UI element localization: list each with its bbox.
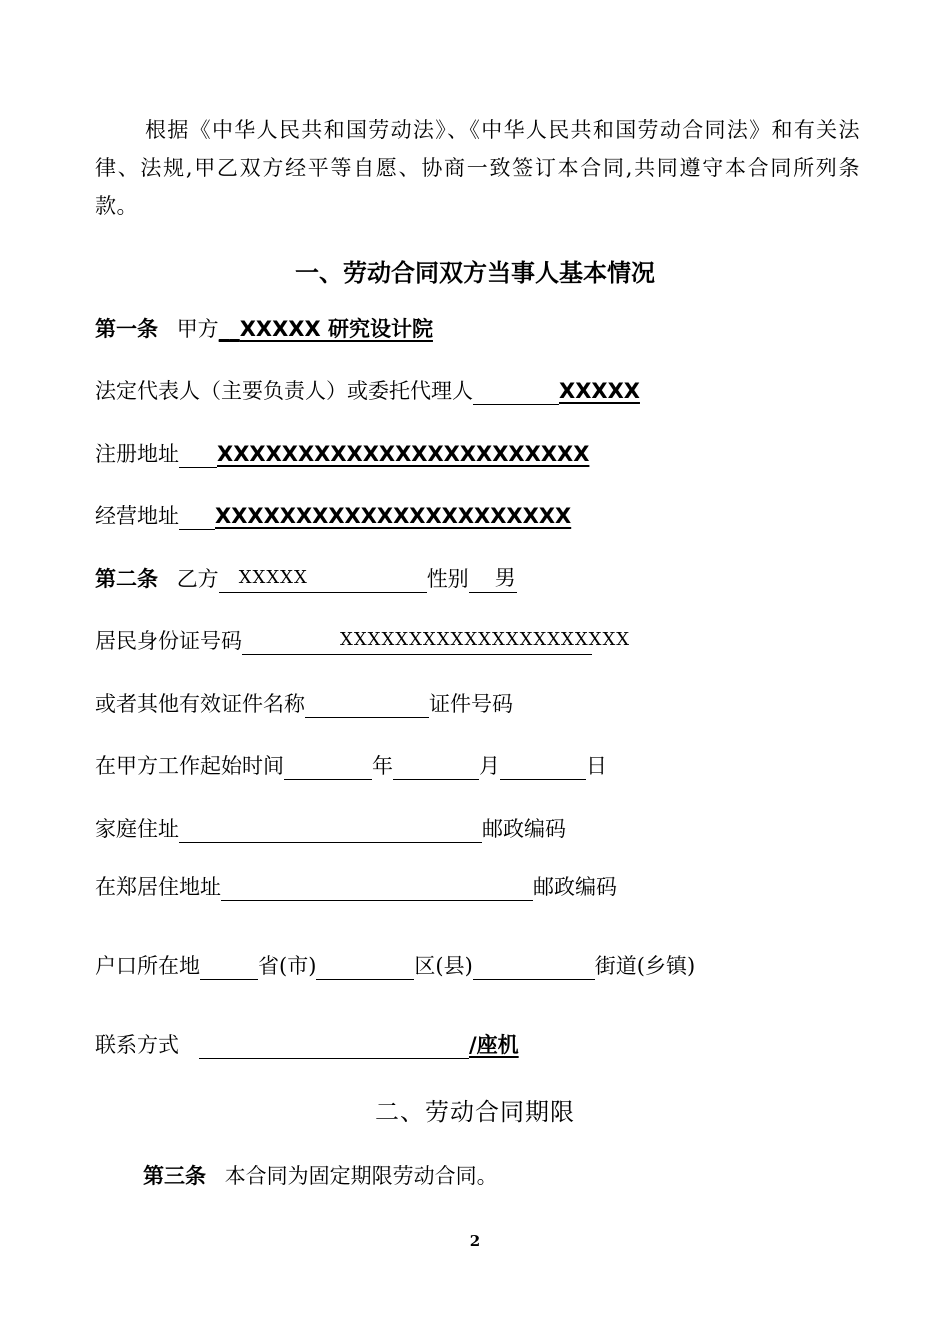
employee-name: XXXXX	[238, 567, 308, 588]
start-year: 年	[372, 754, 393, 778]
local-label: 在郑居住地址	[95, 875, 221, 899]
employee-name-blank	[219, 567, 427, 593]
rep-label: 法定代表人（主要负责人）或委托代理人	[95, 379, 473, 403]
gender-value: 男	[494, 566, 516, 590]
article3-text: 本合同为固定期限劳动合同。	[224, 1164, 498, 1188]
reg-addr-value: XXXXXXXXXXXXXXXXXXXXXXX	[217, 442, 590, 466]
article1-label: 第一条	[95, 317, 158, 341]
home-label: 家庭住址	[95, 817, 179, 841]
local-line	[95, 873, 617, 901]
hukou-province: 省(市)	[258, 954, 317, 978]
contact-line	[95, 1031, 519, 1059]
article2-label: 第二条	[95, 567, 158, 591]
employer-name: XXXXX 研究设计院	[239, 317, 433, 341]
biz-addr-label: 经营地址	[95, 504, 179, 528]
rep-value: XXXXX	[559, 379, 640, 403]
section2-title: 二、劳动合同期限	[375, 1098, 575, 1126]
start-day: 日	[586, 754, 607, 778]
hukou-district: 区(县)	[414, 954, 473, 978]
section1-title: 一、劳动合同双方当事人基本情况	[295, 259, 655, 287]
reg-addr-line	[95, 440, 589, 468]
other-id-line	[95, 690, 513, 718]
home-blank	[179, 820, 482, 843]
start-day-blank	[500, 757, 586, 780]
contact-suffix: /座机	[469, 1033, 519, 1057]
id-label: 居民身份证号码	[95, 629, 242, 653]
article1-line	[95, 315, 433, 343]
other-id-label: 或者其他有效证件名称	[95, 692, 305, 716]
reg-addr-blank	[179, 445, 217, 468]
gender-label: 性别	[426, 567, 469, 591]
id-line	[95, 627, 631, 655]
start-month-blank	[393, 757, 479, 780]
local-blank	[221, 878, 533, 901]
start-year-blank	[284, 757, 372, 780]
other-id-blank	[305, 695, 429, 718]
article3-line	[143, 1162, 498, 1190]
hukou-street: 街道(乡镇)	[594, 954, 696, 978]
hukou-street-blank	[473, 957, 595, 980]
id-blank	[242, 629, 631, 655]
start-label: 在甲方工作起始时间	[95, 754, 284, 778]
rep-blank	[473, 382, 559, 405]
start-date-line	[95, 752, 607, 780]
local-postal: 邮政编码	[533, 875, 617, 899]
other-id-no-label: 证件号码	[429, 692, 513, 716]
hukou-district-blank	[316, 957, 414, 980]
biz-addr-line	[95, 502, 571, 530]
biz-addr-value: XXXXXXXXXXXXXXXXXXXXXX	[215, 504, 572, 528]
gender-blank	[469, 566, 517, 593]
id-value: XXXXXXXXXXXXXXXXXXXXX	[340, 629, 631, 650]
start-month: 月	[479, 754, 500, 778]
intro-paragraph: 根据《中华人民共和国劳动法》、《中华人民共和国劳动合同法》和有关法律、法规,甲乙双方经平等自愿、协商一致签订本合同,共同遵守本合同所列条款。	[95, 118, 860, 218]
reg-addr-label: 注册地址	[95, 442, 179, 466]
biz-addr-blank	[179, 507, 215, 530]
page-number: 2	[469, 1232, 481, 1250]
article1-party: 甲方	[176, 317, 219, 341]
home-line	[95, 815, 566, 843]
rep-line	[95, 377, 640, 405]
contact-blank	[199, 1036, 469, 1059]
article1-prefix: __	[218, 317, 240, 341]
hukou-province-blank	[200, 957, 258, 980]
article2-party: 乙方	[176, 567, 219, 591]
article2-line	[95, 565, 517, 593]
hukou-label: 户口所在地	[95, 954, 200, 978]
contact-label: 联系方式	[95, 1033, 179, 1057]
home-postal: 邮政编码	[482, 817, 566, 841]
article3-label: 第三条	[143, 1164, 206, 1188]
hukou-line	[95, 952, 695, 980]
